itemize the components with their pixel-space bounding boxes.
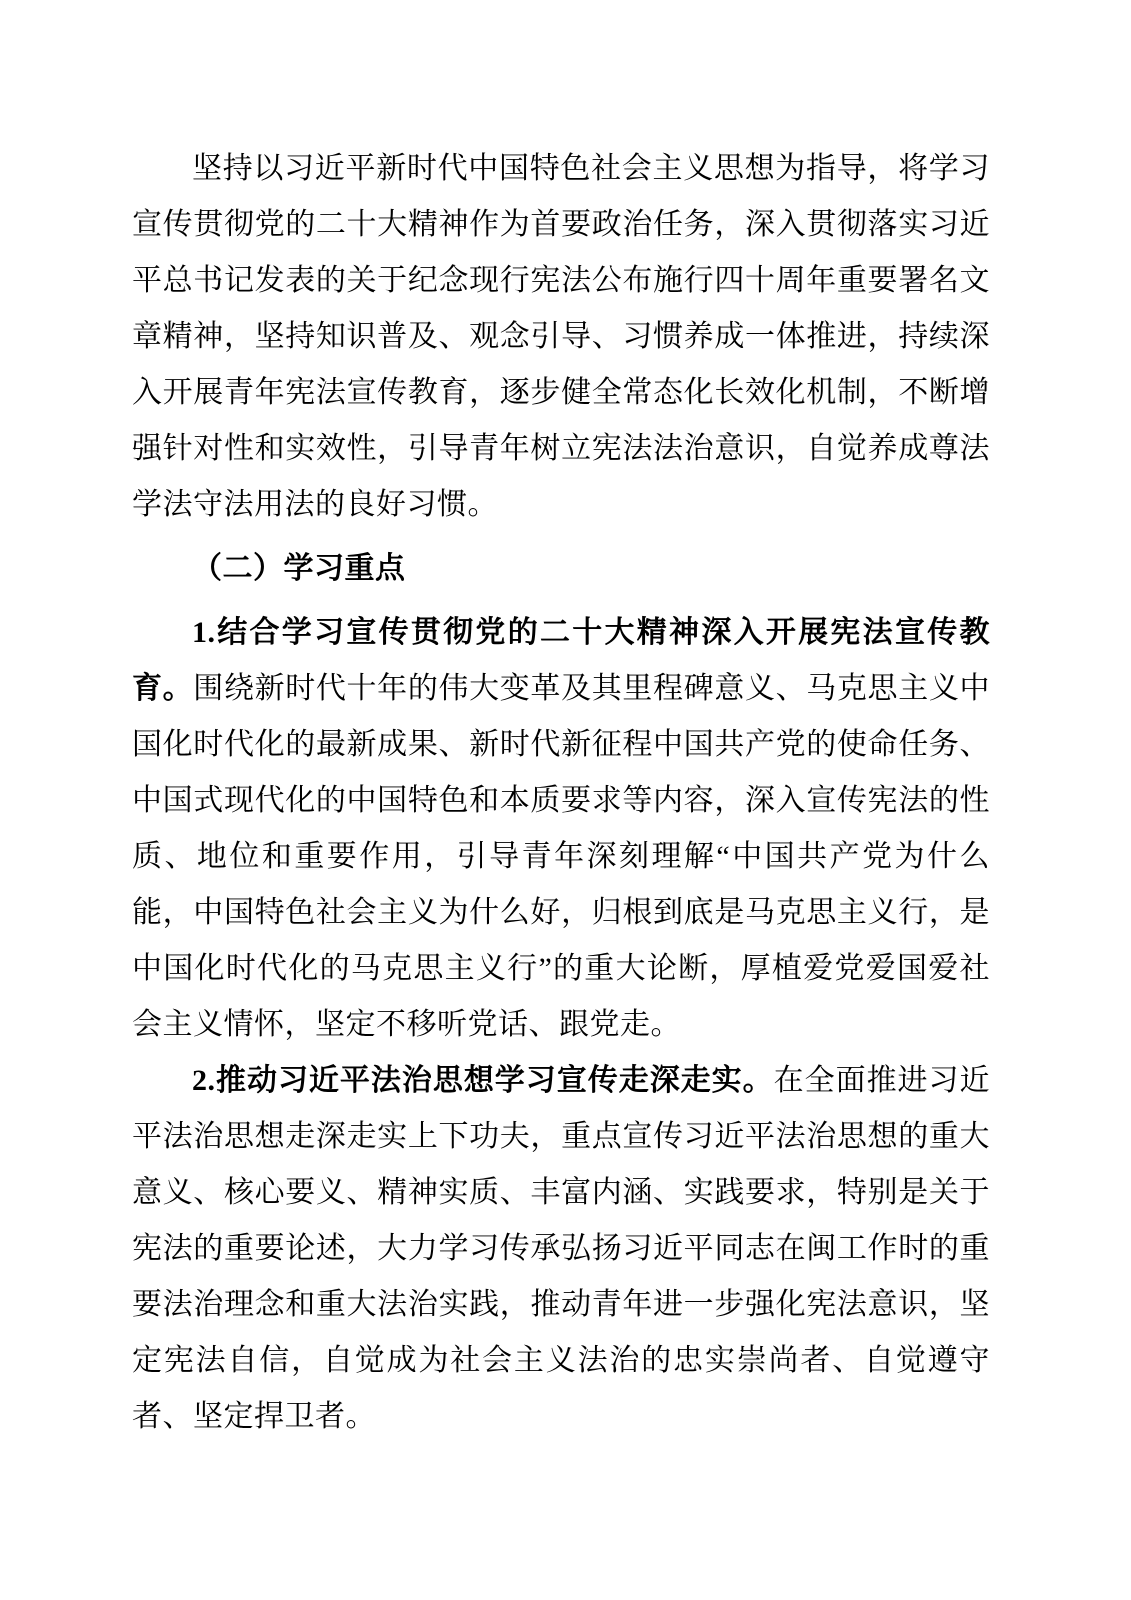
intro-paragraph: 坚持以习近平新时代中国特色社会主义思想为指导，将学习宣传贯彻党的二十大精神作为首要政治任务，深入贯彻落实习近平总书记发表的关于纪念现行宪法公布施行四十周年重要署名文章精神，坚持知识普及、观念引导、习惯养成一体推进，持续深入开展青年宪法宣传教育，逐步健全常态化长效化机制，不断增强针对性和实效性，引导青年树立宪法法治意识，自觉养成尊法学法守法用法的良好习惯。 <box>132 152 990 521</box>
item-2-text: 在全面推进习近平法治思想走深走实上下功夫，重点宣传习近平法治思想的重大意义、核心要义、精神实质、丰富内涵、实践要求，特别是关于宪法的重要论述，大力学习传承弘扬习近平同志在闽工作时的重要法治理念和重大法治实践，推动青年进一步强化宪法意识，坚定宪法自信，自觉成为社会主义法治的忠实崇尚者、自觉遵守者、坚定捍卫者。 <box>132 1064 991 1433</box>
item-1-paragraph <box>132 605 990 1053</box>
section-heading: （二）学习重点 <box>192 552 406 585</box>
item-2-paragraph <box>132 1053 990 1445</box>
item-1-lead: 1.结合学习宣传贯彻党的二十大精神深入开展宪法宣传教育。 <box>132 616 990 705</box>
item-1-text: 围绕新时代十年的伟大变革及其里程碑意义、马克思主义中国化时代化的最新成果、新时代新征程中国共产党的使命任务、中国式现代化的中国特色和本质要求等内容，深入宣传宪法的性质、地位和重要作用，引导青年深刻理解“中国共产党为什么能，中国特色社会主义为什么好，归根到底是马克思主义行，是中国化时代化的马克思主义行”的重大论断，厚植爱党爱国爱社会主义情怀，坚定不移听党话、跟党走。 <box>132 672 990 1041</box>
item-2-lead: 2.推动习近平法治思想学习宣传走深走实。 <box>192 1064 774 1097</box>
document-body <box>132 141 990 1445</box>
